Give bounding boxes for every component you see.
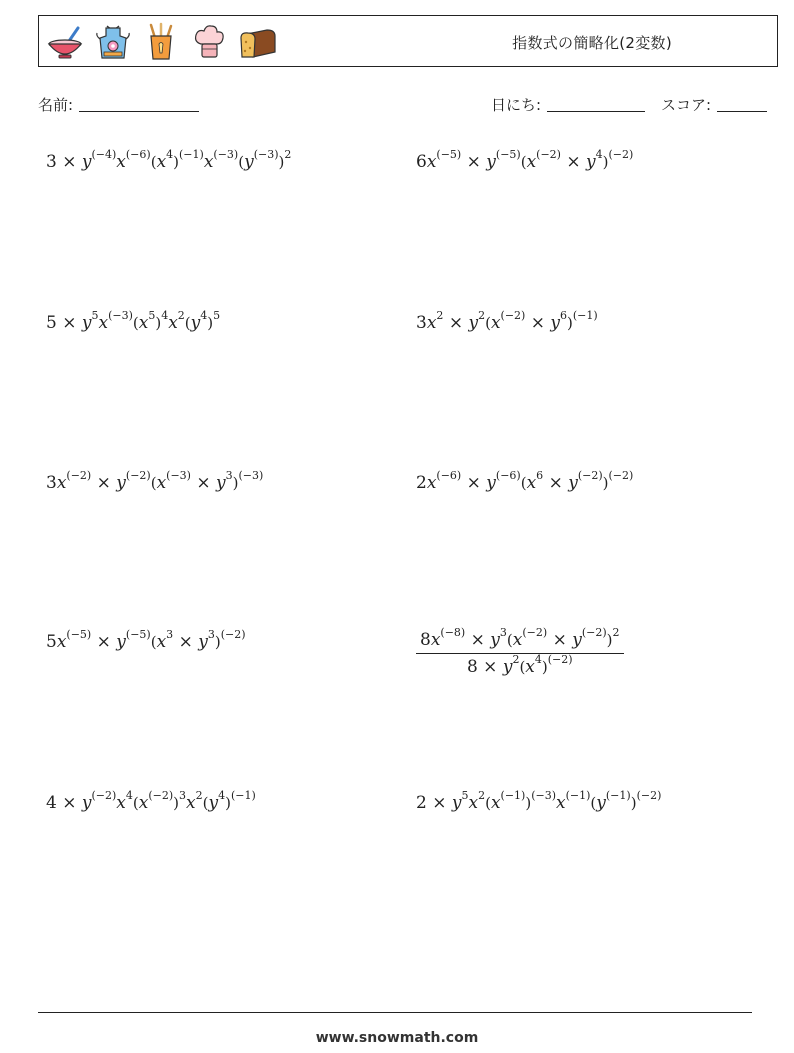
problem-1: $3 \times y^{(-4)}x^{(-6)}(x^4)^{(-1)}x^{(-3)}(y^{(-3)})^2$	[46, 148, 292, 172]
date-field	[491, 94, 645, 115]
date-label: 日にち:	[491, 96, 542, 114]
footer-url[interactable]: www.snowmath.com	[315, 1030, 479, 1046]
bread-loaf-icon	[237, 22, 277, 62]
apron-icon	[93, 22, 133, 62]
problem-5: $3x^{(-2)} \times y^{(-2)}(x^{(-3)} \times y^3)^{(-3)}$	[46, 469, 264, 493]
worksheet-title: 指数式の簡略化(2変数)	[512, 34, 672, 52]
score-field	[661, 94, 767, 115]
icon-strip	[45, 22, 277, 62]
problem-2: $6x^{(-5)} \times y^{(-5)}(x^{(-2)} \times y^4)^{(-2)}$	[416, 148, 634, 172]
chef-hat-icon	[189, 22, 229, 62]
mixing-bowl-icon	[45, 22, 85, 62]
worksheet-header	[38, 15, 778, 67]
fraction-numerator: $8x^{(-8)} \times y^3(x^{(-2)} \times y^{(-2)})^2$	[416, 630, 624, 654]
utensil-holder-icon	[141, 22, 181, 62]
footer-divider	[38, 1012, 752, 1013]
score-blank[interactable]	[717, 96, 767, 112]
problem-8	[416, 626, 624, 677]
name-field	[38, 94, 199, 115]
problem-4: $3x^2 \times y^2(x^{(-2)} \times y^6)^{(-1)}$	[416, 309, 598, 333]
problem-9: $4 \times y^{(-2)}x^4(x^{(-2)})^3x^2(y^4)^{(-1)}$	[46, 789, 256, 813]
problem-7: $5x^{(-5)} \times y^{(-5)}(x^3 \times y^3)^{(-2)}$	[46, 628, 246, 652]
name-blank[interactable]	[79, 96, 199, 112]
problem-3: $5 \times y^5x^{(-3)}(x^5)^4x^2(y^4)^5$	[46, 309, 221, 333]
date-blank[interactable]	[547, 96, 645, 112]
name-label: 名前:	[38, 96, 74, 114]
score-label: スコア:	[661, 96, 712, 114]
fraction-denominator: $8 \times y^2(x^4)^{(-2)}$	[466, 653, 573, 677]
problem-10: $2 \times y^5x^2(x^{(-1)})^{(-3)}x^{(-1)}(y^{(-1)})^{(-2)}$	[416, 789, 662, 813]
fraction	[416, 626, 624, 677]
problem-6: $2x^{(-6)} \times y^{(-6)}(x^6 \times y^{(-2)})^{(-2)}$	[416, 469, 634, 493]
